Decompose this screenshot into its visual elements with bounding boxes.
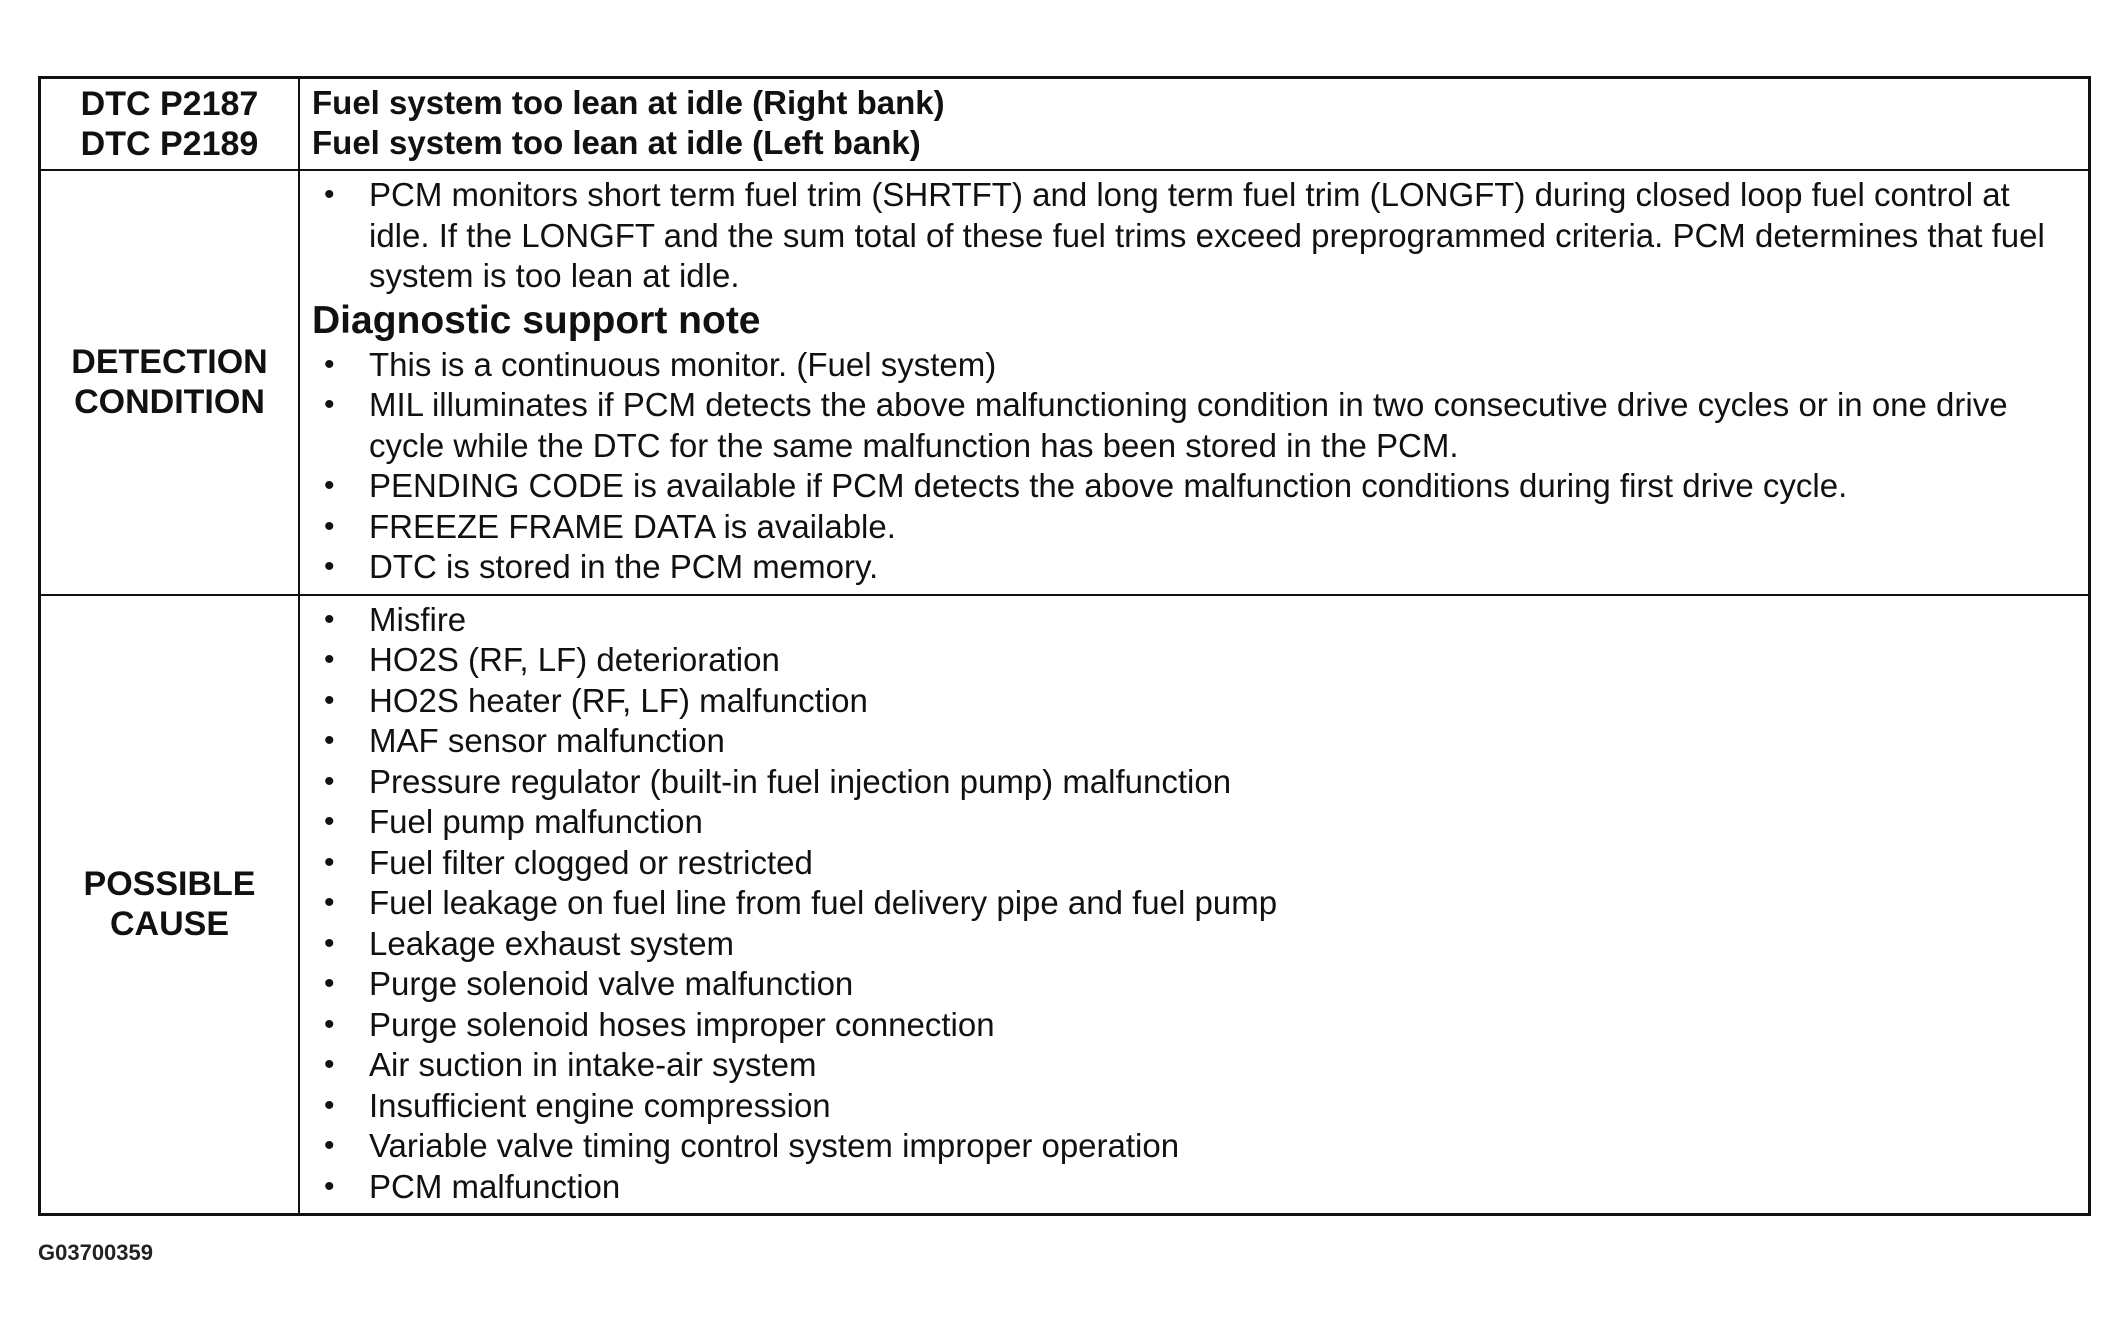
list-item: • FREEZE FRAME DATA is available. <box>312 507 2076 548</box>
list-item: • Purge solenoid valve malfunction <box>312 964 2076 1005</box>
dtc-code-cell <box>40 78 300 171</box>
list-item: • This is a continuous monitor. (Fuel system) <box>312 345 2076 386</box>
list-item: • DTC is stored in the PCM memory. <box>312 547 2076 588</box>
list-item: • Fuel leakage on fuel line from fuel delivery pipe and fuel pump <box>312 883 2076 924</box>
list-item: • HO2S (RF, LF) deterioration <box>312 640 2076 681</box>
diagnostic-note-list <box>312 345 2076 588</box>
possible-cause-row <box>40 595 2090 1215</box>
row-label: POSSIBLE <box>83 865 256 904</box>
row-label: CONDITION <box>74 383 265 422</box>
row-label: DETECTION <box>71 343 268 382</box>
dtc-code: DTC P2189 <box>80 125 259 163</box>
list-item: • Fuel filter clogged or restricted <box>312 843 2076 884</box>
list-item: • PENDING CODE is available if PCM detects the above malfunction conditions during first drive cycle. <box>312 466 2076 507</box>
list-item: • Insufficient engine compression <box>312 1086 2076 1127</box>
possible-cause-label-cell <box>40 595 300 1215</box>
figure-id: G03700359 <box>38 1240 153 1265</box>
list-item: • HO2S heater (RF, LF) malfunction <box>312 681 2076 722</box>
list-item: • Purge solenoid hoses improper connection <box>312 1005 2076 1046</box>
header-row <box>40 78 2090 171</box>
dtc-title: Fuel system too lean at idle (Right bank) <box>312 84 945 121</box>
dtc-title-cell <box>299 78 2090 171</box>
detection-intro-list <box>312 175 2076 297</box>
list-item: • Misfire <box>312 600 2076 641</box>
row-label: CAUSE <box>109 905 230 944</box>
dtc-table <box>38 76 2091 1216</box>
dtc-code: DTC P2187 <box>80 85 259 123</box>
dtc-title: Fuel system too lean at idle (Left bank) <box>312 124 921 161</box>
detection-content-cell <box>299 170 2090 595</box>
list-item: • Pressure regulator (built-in fuel injection pump) malfunction <box>312 762 2076 803</box>
list-item: • Fuel pump malfunction <box>312 802 2076 843</box>
list-item: • PCM monitors short term fuel trim (SHRTFT) and long term fuel trim (LONGFT) during closed loop fuel control at idle. If the LONGFT and the sum total of these fuel trims exceed preprogrammed criteria. PCM determines that fuel system is too lean at idle. <box>312 175 2076 297</box>
detection-row <box>40 170 2090 595</box>
list-item: • Leakage exhaust system <box>312 924 2076 965</box>
possible-cause-list <box>312 600 2076 1208</box>
diagnostic-note-heading: Diagnostic support note <box>312 298 761 342</box>
list-item: • PCM malfunction <box>312 1167 2076 1208</box>
list-item: • Variable valve timing control system improper operation <box>312 1126 2076 1167</box>
possible-cause-content-cell <box>299 595 2090 1215</box>
list-item: • MAF sensor malfunction <box>312 721 2076 762</box>
list-item: • Air suction in intake-air system <box>312 1045 2076 1086</box>
detection-label-cell <box>40 170 300 595</box>
list-item: • MIL illuminates if PCM detects the above malfunctioning condition in two consecutive drive cycles or in one drive cycle while the DTC for the same malfunction has been stored in the PCM. <box>312 385 2076 466</box>
